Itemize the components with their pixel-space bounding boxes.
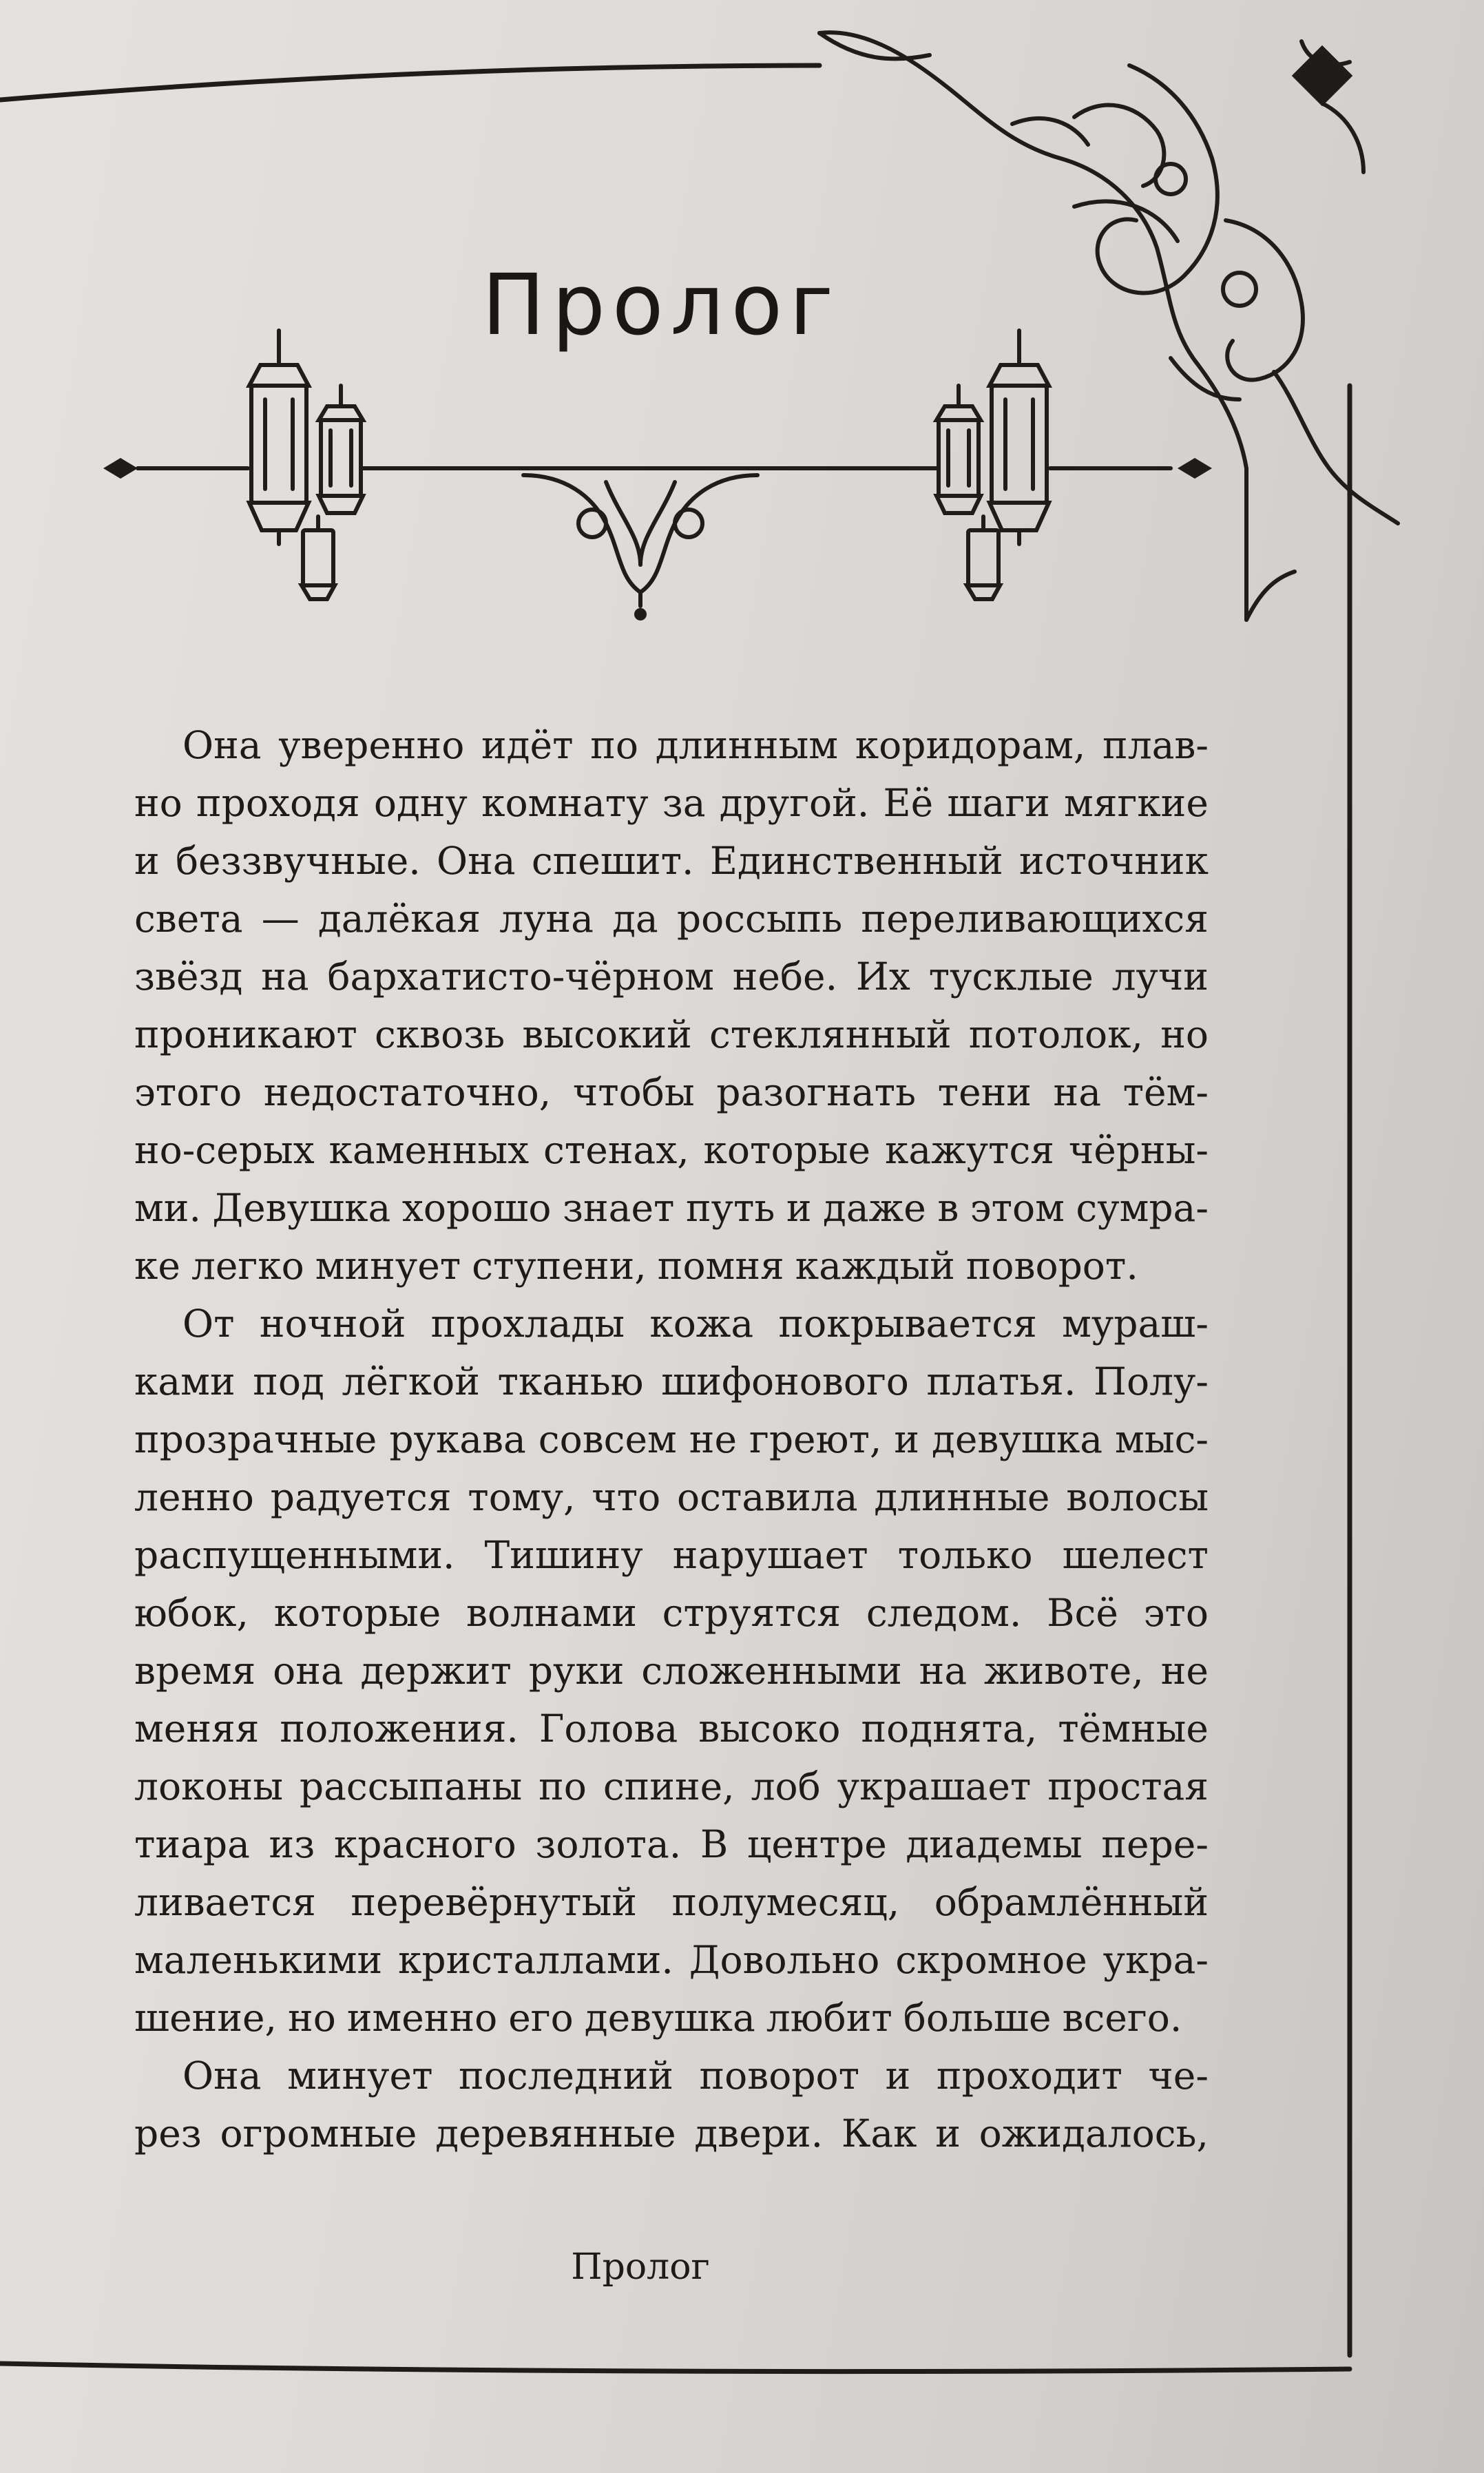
word: рассыпаны	[299, 1764, 523, 1808]
word: уверенно	[278, 723, 465, 767]
word: больше	[903, 1996, 1052, 2040]
word: нарушает	[672, 1533, 868, 1577]
word: тени	[937, 1070, 1032, 1114]
word: От	[182, 1302, 235, 1346]
chapter-body-text	[134, 716, 1209, 2162]
word: шение,	[134, 1996, 278, 2040]
text-line	[134, 1526, 1209, 1584]
word: его	[508, 1996, 574, 2040]
word: только	[897, 1533, 1033, 1577]
text-line	[134, 948, 1209, 1005]
word: на	[919, 1649, 968, 1693]
text-line	[134, 2047, 1209, 2105]
word: проникают	[134, 1012, 357, 1056]
word: Единственный	[709, 839, 1003, 883]
word: каменных	[328, 1128, 530, 1172]
text-line	[134, 1410, 1209, 1468]
word: и	[885, 2054, 911, 2098]
word: Девушка	[212, 1186, 391, 1230]
word: поднята,	[861, 1707, 1038, 1751]
word: каждый	[795, 1244, 955, 1288]
word: но	[1160, 1012, 1209, 1056]
word: но	[288, 1996, 336, 2040]
word: ке	[134, 1244, 180, 1288]
word: плав-	[1102, 723, 1209, 767]
word: ступени,	[472, 1244, 647, 1288]
word: путь	[685, 1186, 775, 1230]
word: стеклянный	[709, 1012, 952, 1056]
word: животе,	[984, 1649, 1144, 1693]
word: ливается	[134, 1880, 316, 1924]
word: Всё	[1047, 1591, 1118, 1635]
word: руки	[528, 1649, 625, 1693]
word: не	[1160, 1649, 1209, 1693]
word: именно	[346, 1996, 498, 2040]
word: держит	[360, 1649, 512, 1693]
text-line	[134, 2105, 1209, 2162]
word: следом.	[866, 1591, 1022, 1635]
word: поворот	[699, 2054, 860, 2098]
word: россыпь	[676, 897, 843, 941]
word: Голова	[539, 1707, 678, 1751]
word: стенах,	[543, 1128, 689, 1172]
word: Она	[437, 839, 516, 883]
word: под	[253, 1359, 324, 1404]
word: даже	[823, 1186, 926, 1230]
word: звёзд	[134, 954, 243, 999]
word: недостаточно,	[263, 1070, 552, 1114]
text-line	[134, 716, 1209, 774]
word: локоны	[134, 1764, 283, 1808]
text-line	[134, 1989, 1209, 2047]
word: девушка	[584, 1996, 755, 2040]
word: время	[134, 1649, 256, 1693]
text-line	[134, 1584, 1209, 1642]
word: другой.	[719, 781, 870, 825]
word: любит	[766, 1996, 892, 2040]
word: Она	[182, 2054, 262, 2098]
word: потолок,	[968, 1012, 1143, 1056]
word: переливающихся	[861, 897, 1209, 941]
chapter-title: Пролог	[481, 256, 841, 354]
word: Она	[182, 723, 262, 767]
text-line	[134, 1121, 1209, 1179]
word: последний	[459, 2054, 673, 2098]
word: легко	[191, 1244, 304, 1288]
word: золота.	[535, 1822, 682, 1866]
word: минует	[287, 2054, 433, 2098]
word: далёкая	[317, 897, 481, 941]
word: что	[592, 1475, 661, 1519]
word: прохлады	[430, 1302, 625, 1346]
word: тому,	[468, 1475, 576, 1519]
word: поворот.	[965, 1244, 1138, 1288]
word: Как	[841, 2111, 917, 2156]
text-line	[134, 1179, 1209, 1237]
text-line	[134, 1468, 1209, 1526]
word: мураш-	[1062, 1302, 1209, 1346]
word: коридорам,	[855, 723, 1086, 767]
word: оставила	[677, 1475, 858, 1519]
word: маленькими	[134, 1938, 383, 1982]
word: скромное	[895, 1938, 1087, 1982]
word: луна	[499, 897, 594, 941]
word: Её	[883, 781, 934, 825]
word: этом	[970, 1186, 1065, 1230]
word: диадемы	[906, 1822, 1083, 1866]
word: комнату	[481, 781, 649, 825]
word: волнами	[466, 1591, 637, 1635]
page-footer: Пролог	[571, 2246, 710, 2288]
word: тиара	[134, 1822, 250, 1866]
text-line	[134, 1700, 1209, 1757]
word: рез	[134, 2111, 202, 2156]
word: радуется	[270, 1475, 452, 1519]
word: пере-	[1101, 1822, 1209, 1866]
text-line	[134, 832, 1209, 890]
word: лоб	[751, 1764, 821, 1808]
word: и	[134, 839, 160, 883]
word: длинные	[874, 1475, 1050, 1519]
word: обрамлённый	[934, 1880, 1209, 1924]
word: тканью	[497, 1359, 644, 1404]
word: кажутся	[884, 1128, 1054, 1172]
word: минует	[315, 1244, 461, 1288]
word: полумесяц,	[671, 1880, 900, 1924]
word: Полу-	[1094, 1359, 1209, 1404]
word: разогнать	[716, 1070, 917, 1114]
word: но	[134, 781, 182, 825]
word: положения.	[280, 1707, 519, 1751]
word: высоко	[698, 1707, 841, 1751]
word: че-	[1148, 2054, 1209, 2098]
word: шелест	[1062, 1533, 1209, 1577]
word: хорошо	[401, 1186, 552, 1230]
word: украшает	[837, 1764, 1032, 1808]
word: и	[786, 1186, 812, 1230]
text-line	[134, 1295, 1209, 1353]
word: сумра-	[1076, 1186, 1209, 1230]
text-line	[134, 774, 1209, 832]
word: кристаллами.	[398, 1938, 673, 1982]
word: по	[590, 723, 638, 767]
word: тёмные	[1058, 1707, 1209, 1751]
word: мыс-	[1115, 1417, 1209, 1461]
text-line	[134, 1931, 1209, 1989]
word: которые	[273, 1591, 441, 1635]
word: небе.	[732, 954, 838, 999]
word: длинным	[655, 723, 839, 767]
word: в	[937, 1186, 959, 1230]
word: кожа	[649, 1302, 754, 1346]
word: проходя	[196, 781, 360, 825]
word: этого	[134, 1070, 242, 1114]
word: сложенными	[641, 1649, 902, 1693]
word: Их	[855, 954, 910, 999]
word: двери.	[694, 2111, 824, 2156]
word: по	[539, 1764, 587, 1808]
text-line	[134, 1815, 1209, 1873]
word: но-серых	[134, 1128, 315, 1172]
text-line	[134, 1063, 1209, 1121]
word: Довольно	[689, 1938, 880, 1982]
word: лёгкой	[342, 1359, 480, 1404]
word: центре	[747, 1822, 887, 1866]
word: беззвучные.	[175, 839, 421, 883]
word: источник	[1018, 839, 1209, 883]
word: тём-	[1122, 1070, 1209, 1114]
word: ожидалось,	[979, 2111, 1209, 2156]
word: струятся	[662, 1591, 842, 1635]
word: юбок,	[134, 1591, 249, 1635]
word: ками	[134, 1359, 236, 1404]
word: спине,	[603, 1764, 735, 1808]
word: помня	[657, 1244, 784, 1288]
word: мягкие	[1064, 781, 1209, 825]
word: да	[612, 897, 658, 941]
word: всего.	[1062, 1996, 1182, 2040]
word: прозрачные	[134, 1417, 377, 1461]
word: она	[273, 1649, 344, 1693]
word: ми.	[134, 1186, 201, 1230]
word: света	[134, 897, 243, 941]
word: покрывается	[778, 1302, 1037, 1346]
word: и	[935, 2111, 961, 2156]
word: проходит	[936, 2054, 1122, 2098]
word: знает	[563, 1186, 675, 1230]
word: сквозь	[375, 1012, 505, 1056]
word: шифонового	[661, 1359, 909, 1404]
word: на	[261, 954, 309, 999]
word: платья.	[926, 1359, 1076, 1404]
word: одну	[373, 781, 468, 825]
word: перевёрнутый	[351, 1880, 637, 1924]
word: это	[1143, 1591, 1209, 1635]
word: на	[1053, 1070, 1101, 1114]
word: за	[662, 781, 706, 825]
word: меняя	[134, 1707, 260, 1751]
word: укра-	[1102, 1938, 1209, 1982]
word: рукава	[389, 1417, 526, 1461]
word: В	[700, 1822, 729, 1866]
word: чтобы	[572, 1070, 695, 1114]
word: совсем	[538, 1417, 677, 1461]
word: и	[894, 1417, 920, 1461]
word: лучи	[1111, 954, 1209, 999]
text-line	[134, 890, 1209, 948]
word: шаги	[947, 781, 1050, 825]
word: ночной	[259, 1302, 406, 1346]
word: из	[269, 1822, 315, 1866]
word: тусклые	[928, 954, 1094, 999]
word: чёрны-	[1068, 1128, 1209, 1172]
word: красного	[333, 1822, 516, 1866]
text-line	[134, 1353, 1209, 1410]
word: высокий	[522, 1012, 692, 1056]
word: девушка	[932, 1417, 1103, 1461]
word: греют,	[749, 1417, 882, 1461]
word: Тишину	[484, 1533, 643, 1577]
text-line	[134, 1005, 1209, 1063]
text-line	[134, 1237, 1209, 1295]
word: волосы	[1066, 1475, 1209, 1519]
word: ленно	[134, 1475, 254, 1519]
word: не	[689, 1417, 738, 1461]
word: —	[261, 897, 300, 941]
word: спешит.	[531, 839, 694, 883]
word: огромные	[220, 2111, 417, 2156]
text-line	[134, 1642, 1209, 1700]
word: которые	[703, 1128, 871, 1172]
word: распущенными.	[134, 1533, 455, 1577]
text-line	[134, 1873, 1209, 1931]
word: деревянные	[435, 2111, 676, 2156]
word: идёт	[481, 723, 574, 767]
word: бархатисто-чёрном	[327, 954, 714, 999]
text-line	[134, 1757, 1209, 1815]
word: простая	[1047, 1764, 1209, 1808]
